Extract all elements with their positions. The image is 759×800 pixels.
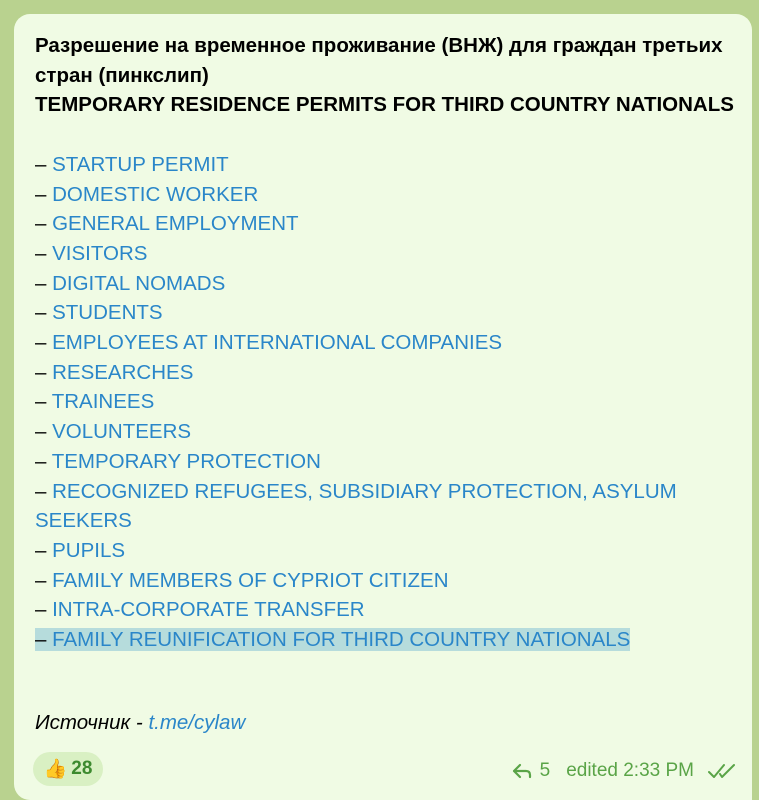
permit-link[interactable]: DIGITAL NOMADS xyxy=(52,271,226,295)
list-item xyxy=(35,477,735,536)
list-item xyxy=(35,625,735,655)
list-dash: – xyxy=(35,182,47,206)
list-dash: – xyxy=(35,212,47,236)
list-item xyxy=(35,150,735,180)
forward-icon[interactable] xyxy=(512,763,532,779)
list-dash: – xyxy=(35,241,47,265)
message-text xyxy=(35,31,735,655)
permit-link[interactable]: GENERAL EMPLOYMENT xyxy=(52,212,299,236)
list-item xyxy=(35,328,735,358)
list-item xyxy=(35,387,735,417)
permit-link[interactable]: FAMILY REUNIFICATION FOR THIRD COUNTRY NATIONALS xyxy=(52,628,631,652)
list-item xyxy=(35,180,735,210)
list-dash: – xyxy=(35,301,47,325)
list-dash: – xyxy=(35,449,47,473)
message-bubble xyxy=(14,14,752,800)
permit-link[interactable]: STUDENTS xyxy=(52,301,163,325)
list-dash: – xyxy=(35,568,47,592)
message-title xyxy=(35,31,735,120)
thumbs-up-icon: 👍 xyxy=(43,759,68,780)
permit-list xyxy=(35,150,735,655)
edited-timestamp: edited 2:33 PM xyxy=(566,760,694,781)
list-dash: – xyxy=(35,390,47,414)
permit-link[interactable]: DOMESTIC WORKER xyxy=(52,182,259,206)
list-dash: – xyxy=(35,360,47,384)
double-check-icon xyxy=(708,763,738,779)
highlighted-selection xyxy=(35,628,630,651)
permit-link[interactable]: INTRA-CORPORATE TRANSFER xyxy=(52,598,365,622)
list-dash: – xyxy=(35,331,47,355)
message-meta xyxy=(512,760,738,782)
reaction-badge[interactable] xyxy=(33,752,103,786)
permit-link[interactable]: TRAINEES xyxy=(51,390,155,414)
permit-link[interactable]: PUPILS xyxy=(52,538,126,562)
list-item xyxy=(35,536,735,566)
permit-link[interactable]: RECOGNIZED REFUGEES, SUBSIDIARY PROTECTION, ASYLUM SEEKERS xyxy=(35,479,677,533)
list-dash: – xyxy=(35,152,47,176)
list-dash: – xyxy=(35,598,47,622)
permit-link[interactable]: TEMPORARY PROTECTION xyxy=(51,449,321,473)
list-dash: – xyxy=(35,271,47,295)
list-dash: – xyxy=(35,538,47,562)
title-en: TEMPORARY RESIDENCE PERMITS FOR THIRD COUNTRY NATIONALS xyxy=(35,93,734,117)
list-dash: – xyxy=(35,420,47,444)
list-item xyxy=(35,269,735,299)
list-item xyxy=(35,447,735,477)
permit-link[interactable]: STARTUP PERMIT xyxy=(52,152,229,176)
permit-link[interactable]: FAMILY MEMBERS OF CYPRIOT CITIZEN xyxy=(52,568,449,592)
permit-link[interactable]: RESEARCHES xyxy=(52,360,194,384)
list-item xyxy=(35,417,735,447)
list-item xyxy=(35,298,735,328)
permit-link[interactable]: VISITORS xyxy=(52,241,148,265)
list-item xyxy=(35,595,735,625)
forward-count: 5 xyxy=(539,760,551,781)
list-item xyxy=(35,209,735,239)
title-ru: Разрешение на временное проживание (ВНЖ) для граждан третьих стран (пинкслип) xyxy=(35,34,723,87)
source-link[interactable]: t.me/cylaw xyxy=(148,711,246,734)
permit-link[interactable]: VOLUNTEERS xyxy=(52,420,192,444)
source-line xyxy=(35,711,245,735)
list-dash: – xyxy=(35,628,47,652)
permit-link[interactable]: EMPLOYEES AT INTERNATIONAL COMPANIES xyxy=(52,331,503,355)
list-item xyxy=(35,358,735,388)
list-item xyxy=(35,566,735,596)
reaction-count: 28 xyxy=(71,758,93,779)
list-item xyxy=(35,239,735,269)
list-dash: – xyxy=(35,479,47,503)
source-label: Источник - xyxy=(35,711,149,734)
